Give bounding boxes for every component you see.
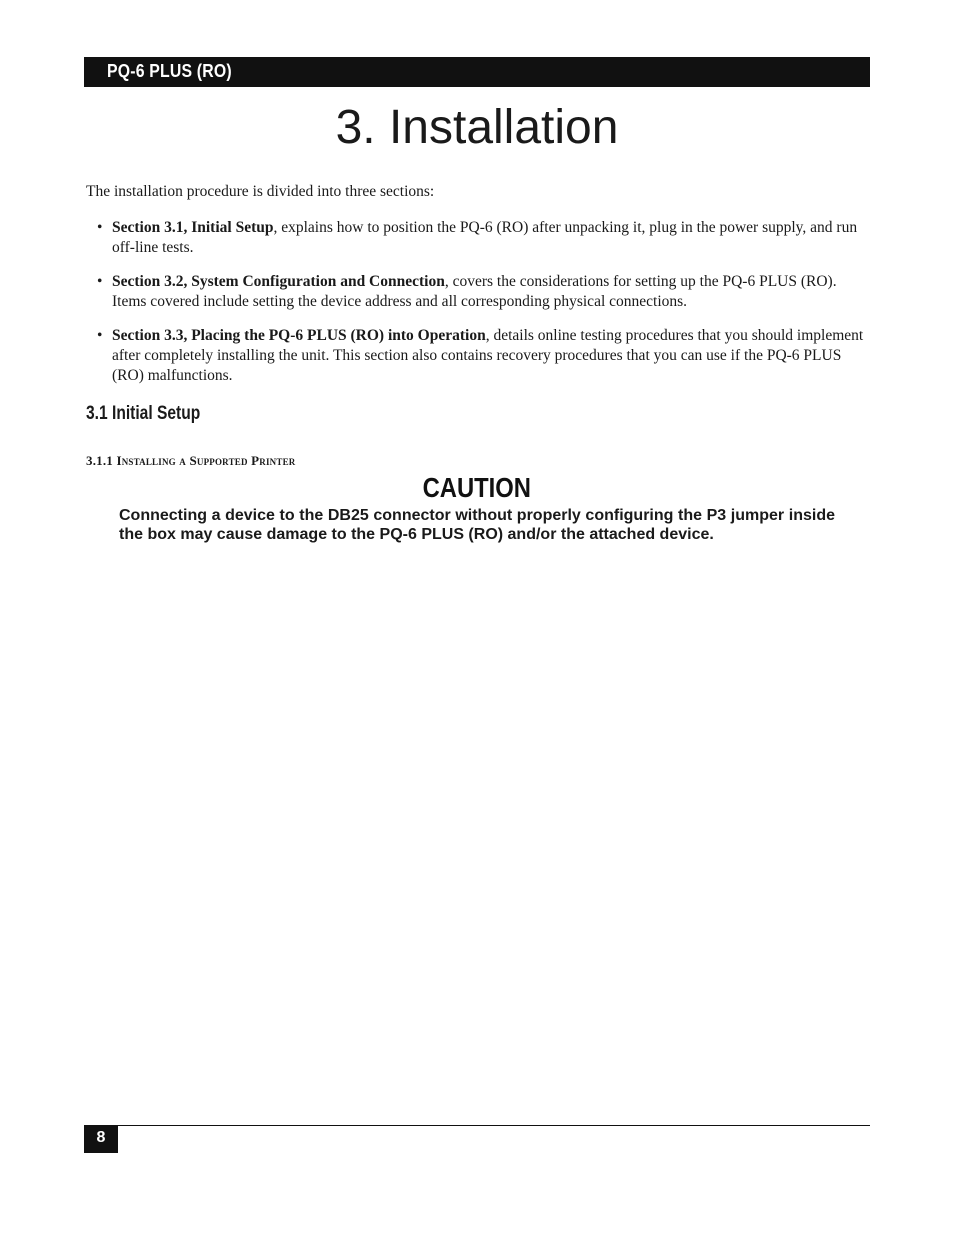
chapter-title: 3. Installation [335, 101, 619, 154]
list-item-text: , explains how to position the PQ-6 (RO) after unpacking it, plug in the power supply, and run off-line tests. [112, 219, 858, 256]
section-heading: 3.1 Initial Setup [86, 403, 201, 424]
caution-title [0, 472, 954, 504]
list-item-lead: Section 3.1, Initial Setup [112, 219, 274, 236]
section-overview-list [86, 218, 866, 400]
list-item-lead: Section 3.3, Placing the PQ-6 PLUS (RO) into Operation [112, 327, 486, 344]
list-item [86, 326, 866, 386]
footer-rule [118, 1125, 870, 1126]
page-number: 8 [96, 1129, 106, 1146]
bullet-symbol: • [97, 219, 103, 236]
intro-paragraph: The installation procedure is divided into three sections: [86, 183, 435, 200]
bullet-symbol: • [97, 273, 103, 290]
running-header-bar [84, 57, 870, 87]
list-item-lead: Section 3.2, System Configuration and Connection [112, 273, 445, 290]
bullet-symbol: • [97, 327, 103, 344]
page-number-box [84, 1125, 118, 1153]
list-item [86, 272, 866, 312]
caution-title-text: CAUTION [422, 472, 532, 503]
subsection-heading: 3.1.1 Installing a Supported Printer [86, 453, 296, 468]
list-item-text: , details online testing procedures that you should implement after completely installing the unit. This section also contains recovery procedures that you can use if the PQ-6 PLUS (RO) malfunctions. [112, 327, 864, 384]
caution-body: Connecting a device to the DB25 connector without properly configuring the P3 jumper inside the box may cause damage to the PQ-6 PLUS (RO) and/or the attached device. [119, 507, 835, 543]
list-item-text: , covers the considerations for setting up the PQ-6 PLUS (RO). Items covered include setting the device address and all corresponding physical connections. [112, 273, 837, 310]
running-header-title: PQ-6 PLUS (RO) [107, 61, 232, 81]
list-item [86, 218, 866, 258]
